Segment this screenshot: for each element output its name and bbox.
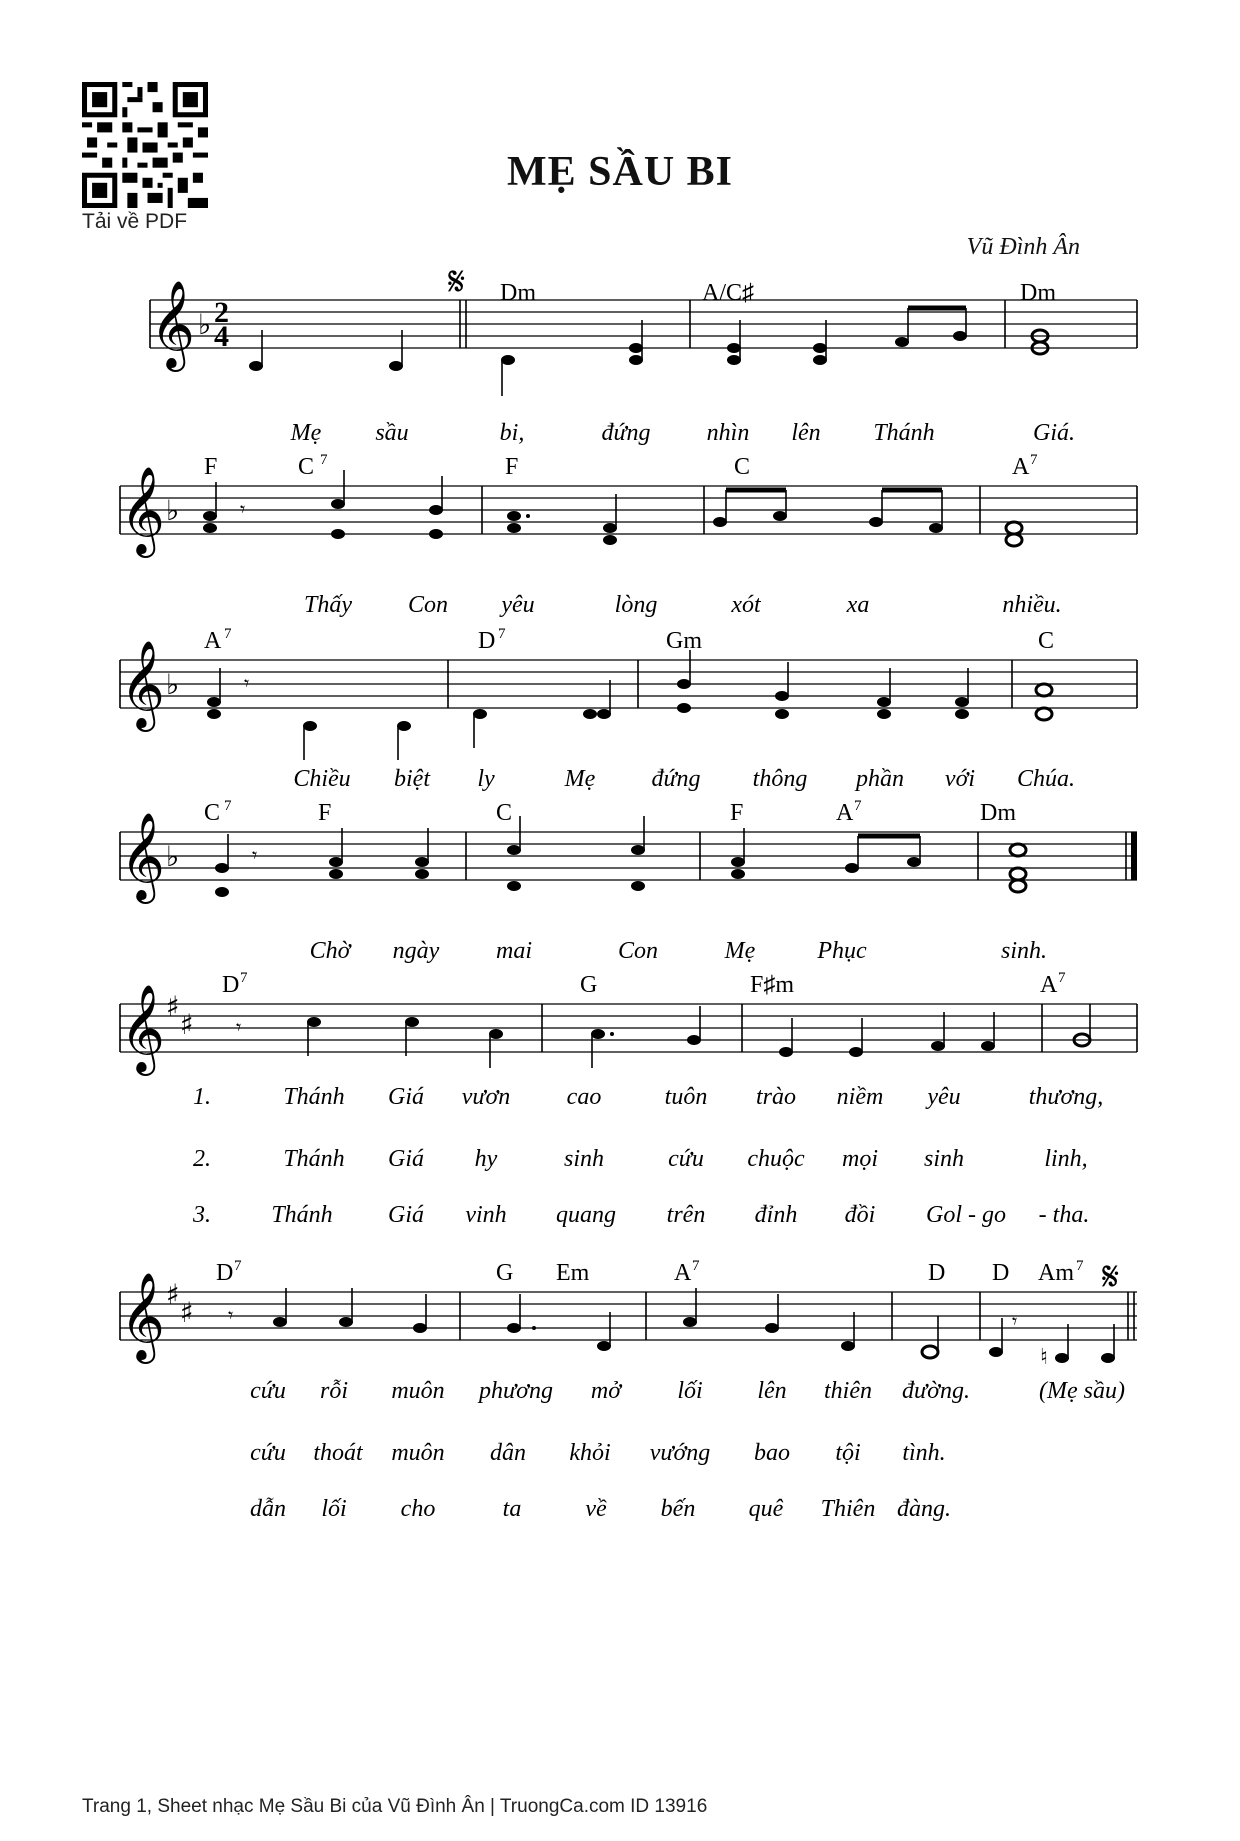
- lyric-syllable: - tha.: [1038, 1202, 1090, 1228]
- download-pdf-link[interactable]: Tải về PDF: [82, 210, 188, 233]
- treble-clef-icon: 𝄞: [120, 639, 165, 728]
- lyric-syllable: cứu: [250, 1440, 286, 1466]
- chord-symbol: Dm: [1020, 280, 1056, 306]
- lyric-syllable: muôn: [391, 1378, 445, 1404]
- chord-symbol: D: [992, 1260, 1010, 1286]
- lyric-syllable: Mẹ: [290, 420, 322, 446]
- lyric-syllable: sinh.: [1000, 938, 1048, 964]
- chord-symbol: D: [928, 1260, 946, 1286]
- lyric-syllable: sầu: [375, 420, 409, 446]
- treble-clef-icon: 𝄞: [150, 279, 195, 368]
- lyrics-verse-3: [250, 1496, 951, 1522]
- lyric-syllable: cứu: [250, 1378, 286, 1404]
- lyric-syllable: lòng: [614, 592, 658, 618]
- lyric-syllable: cao: [566, 1084, 602, 1110]
- lyric-syllable: xa: [846, 592, 870, 618]
- treble-clef-icon: 𝄞: [120, 811, 165, 900]
- lyric-syllable: Thánh: [271, 1202, 333, 1228]
- lyric-syllable: vinh: [465, 1202, 507, 1228]
- treble-clef-icon: 𝄞: [120, 983, 165, 1072]
- lyric-syllable: tình.: [902, 1440, 946, 1466]
- chord-symbol: C: [204, 800, 221, 826]
- lyric-syllable: vướng: [649, 1440, 711, 1466]
- lyrics-verse-3: [192, 1202, 1089, 1228]
- lyric-syllable: Chúa.: [1016, 766, 1076, 792]
- svg-text:𝄾: 𝄾: [240, 497, 246, 521]
- svg-text:♮: ♮: [1040, 1345, 1048, 1370]
- staff-system-6: [120, 1254, 1137, 1522]
- flat-key-signature-icon: ♭: [166, 668, 180, 701]
- chord-symbol: G: [580, 972, 598, 998]
- chord-symbol: D: [216, 1260, 234, 1286]
- lyrics-verse-1: [250, 1378, 1125, 1404]
- lyrics-verse-2: [250, 1440, 946, 1466]
- sharp-key-signature-icon: ♯: [166, 990, 180, 1023]
- lyric-syllable: sinh: [563, 1146, 605, 1172]
- lyric-syllable: lối: [321, 1496, 347, 1522]
- lyric-syllable: quê: [748, 1496, 784, 1522]
- lyric-syllable: sinh: [923, 1146, 965, 1172]
- chord-superscript: 7: [224, 626, 232, 642]
- sharp-key-signature-icon: ♯: [180, 1296, 194, 1329]
- lyric-syllable: Con: [617, 938, 659, 964]
- staff-system-3: [120, 626, 1137, 792]
- sharp-key-signature-icon: ♯: [180, 1008, 194, 1041]
- lyric-syllable: mai: [496, 938, 532, 964]
- lyric-syllable: ta: [502, 1496, 522, 1522]
- lyric-syllable: Giá: [388, 1146, 424, 1172]
- lyric-syllable: Thiên: [820, 1496, 876, 1522]
- lyric-syllable: vươn: [461, 1084, 511, 1110]
- flat-key-signature-icon: ♭: [166, 840, 180, 873]
- chord-symbol: C: [734, 454, 751, 480]
- lyric-syllable: linh,: [1044, 1146, 1088, 1172]
- chord-symbol: F: [318, 800, 332, 826]
- verse-number: 1.: [193, 1084, 211, 1110]
- flat-key-signature-icon: ♭: [198, 308, 212, 341]
- lyric-syllable: hy: [474, 1146, 498, 1172]
- chord-superscript: 7: [1058, 970, 1066, 986]
- lyric-syllable: mở: [590, 1378, 622, 1404]
- chord-symbol: A: [1012, 454, 1030, 480]
- lyric-syllable: lên: [757, 1378, 787, 1404]
- lyric-syllable: quang: [556, 1202, 616, 1228]
- chord-symbol: Dm: [500, 280, 536, 306]
- lyric-syllable: dẫn: [250, 1496, 286, 1522]
- chord-symbol: Am: [1038, 1260, 1074, 1286]
- lyric-syllable: Giá: [388, 1202, 424, 1228]
- lyric-syllable: ngày: [392, 938, 440, 964]
- lyric-syllable: cho: [400, 1496, 436, 1522]
- lyric-syllable: đường.: [902, 1378, 970, 1404]
- lyric-syllable: Thấy: [304, 592, 352, 618]
- lyric-syllable: thương,: [1028, 1084, 1104, 1110]
- lyric-syllable: thiên: [824, 1378, 872, 1404]
- chord-symbol: C: [496, 800, 513, 826]
- lyric-syllable: niềm: [836, 1084, 884, 1110]
- lyric-syllable: đứng: [651, 766, 701, 792]
- chord-superscript: 7: [498, 626, 506, 642]
- treble-clef-icon: 𝄞: [120, 1271, 165, 1360]
- lyric-syllable: với: [944, 766, 976, 792]
- lyric-syllable: xót: [731, 592, 761, 618]
- chord-superscript: 7: [1030, 452, 1038, 468]
- lyric-syllable: chuộc: [747, 1146, 805, 1172]
- svg-text:𝄾: 𝄾: [244, 671, 250, 695]
- chord-superscript: 7: [234, 1258, 242, 1274]
- chord-symbol: A: [204, 628, 222, 654]
- chord-superscript: 7: [224, 798, 232, 814]
- song-title: MẸ SẦU BI: [506, 149, 734, 195]
- lyric-syllable: lối: [677, 1378, 703, 1404]
- lyric-syllable: nhìn: [706, 420, 750, 446]
- composer-name: Vũ Đình Ân: [966, 234, 1080, 260]
- svg-text:𝄾: 𝄾: [1012, 1309, 1018, 1333]
- lyric-syllable: bi,: [499, 420, 525, 446]
- chord-symbol: D: [222, 972, 240, 998]
- chord-symbol: C: [1038, 628, 1055, 654]
- lyric-syllable: ly: [477, 766, 495, 792]
- lyric-syllable: dân: [490, 1440, 526, 1466]
- lyric-syllable: trào: [755, 1084, 797, 1110]
- lyric-syllable: bến: [660, 1496, 696, 1522]
- chord-symbol: F: [204, 454, 218, 480]
- chord-symbol: Gm: [666, 628, 702, 654]
- lyric-syllable: khỏi: [569, 1440, 611, 1466]
- lyric-syllable: Con: [407, 592, 449, 618]
- chord-symbol: A: [674, 1260, 692, 1286]
- chord-symbol: C: [298, 454, 315, 480]
- lyric-syllable: nhiều.: [1002, 592, 1062, 618]
- page-footer: Trang 1, Sheet nhạc Mẹ Sầu Bi của Vũ Đình Ân | TruongCa.com ID 13916: [82, 1796, 708, 1817]
- lyric-syllable: Chiều: [293, 766, 351, 792]
- lyric-syllable: biệt: [394, 766, 430, 792]
- chord-superscript: 7: [320, 452, 328, 468]
- segno-icon: 𝄋: [1102, 1254, 1120, 1300]
- lyric-syllable: đàng.: [897, 1496, 951, 1522]
- chord-superscript: 7: [1076, 1258, 1084, 1274]
- lyric-syllable: bao: [754, 1440, 790, 1466]
- chord-symbol: F: [505, 454, 519, 480]
- treble-clef-icon: 𝄞: [120, 465, 165, 554]
- chord-symbol: D: [478, 628, 496, 654]
- lyric-syllable: Chờ: [309, 938, 351, 964]
- chord-symbol: Em: [556, 1260, 590, 1286]
- sharp-key-signature-icon: ♯: [166, 1278, 180, 1311]
- lyric-syllable: muôn: [391, 1440, 445, 1466]
- svg-text:𝄾: 𝄾: [252, 843, 258, 867]
- dal-segno-cue: (Mẹ sầu): [1039, 1378, 1125, 1404]
- staff-system-2: [120, 452, 1137, 618]
- segno-icon: 𝄋: [448, 259, 466, 305]
- lyric-syllable: mọi: [842, 1146, 878, 1172]
- lyric-syllable: lên: [791, 420, 821, 446]
- lyric-syllable: cứu: [668, 1146, 704, 1172]
- chord-superscript: 7: [692, 1258, 700, 1274]
- staff-system-4: [120, 798, 1137, 964]
- lyric-syllable: thông: [752, 766, 808, 792]
- lyrics-verse-1: [193, 1084, 1103, 1110]
- lyric-syllable: Thánh: [283, 1084, 345, 1110]
- lyric-syllable: tội: [835, 1440, 861, 1466]
- lyric-syllable: Mẹ: [564, 766, 596, 792]
- lyric-syllable: đứng: [601, 420, 651, 446]
- lyric-syllable: tuôn: [664, 1084, 708, 1110]
- chord-symbol: A: [836, 800, 854, 826]
- lyric-syllable: yêu: [501, 592, 535, 618]
- lyric-syllable: yêu: [927, 1084, 961, 1110]
- lyric-syllable: phần: [856, 766, 904, 792]
- staff-system-1: [150, 259, 1137, 446]
- lyric-syllable: Giá: [388, 1084, 424, 1110]
- chord-symbol: F♯m: [750, 972, 795, 998]
- chord-symbol: A/C♯: [702, 280, 755, 306]
- lyric-syllable: Giá.: [1033, 420, 1075, 446]
- lyric-syllable: Phục: [817, 938, 867, 964]
- lyric-syllable: thoát: [313, 1440, 363, 1466]
- lyric-syllable: đồi: [844, 1202, 876, 1228]
- chord-symbol: G: [496, 1260, 514, 1286]
- lyric-syllable: Gol - go: [926, 1202, 1006, 1228]
- lyric-syllable: phương: [479, 1378, 553, 1404]
- verse-number: 3.: [193, 1202, 211, 1228]
- chord-symbol: F: [730, 800, 744, 826]
- lyric-syllable: Thánh: [283, 1146, 345, 1172]
- svg-text:𝄾: 𝄾: [228, 1303, 234, 1327]
- lyric-syllable: Thánh: [873, 420, 935, 446]
- svg-text:𝄾: 𝄾: [236, 1015, 242, 1039]
- staff-system-5: [120, 970, 1137, 1228]
- chord-symbol: Dm: [980, 800, 1016, 826]
- lyric-syllable: trên: [666, 1202, 706, 1228]
- lyrics-verse-2: [193, 1146, 1088, 1172]
- flat-key-signature-icon: ♭: [166, 494, 180, 527]
- verse-number: 2.: [193, 1146, 211, 1172]
- lyric-syllable: Mẹ: [724, 938, 756, 964]
- lyric-syllable: về: [585, 1496, 607, 1522]
- lyric-syllable: rỗi: [319, 1378, 349, 1404]
- chord-superscript: 7: [854, 798, 862, 814]
- time-signature-top: 2: [214, 296, 229, 329]
- chord-superscript: 7: [240, 970, 248, 986]
- time-signature-bottom: 4: [214, 320, 229, 353]
- lyric-syllable: đỉnh: [754, 1202, 798, 1228]
- chord-symbol: A: [1040, 972, 1058, 998]
